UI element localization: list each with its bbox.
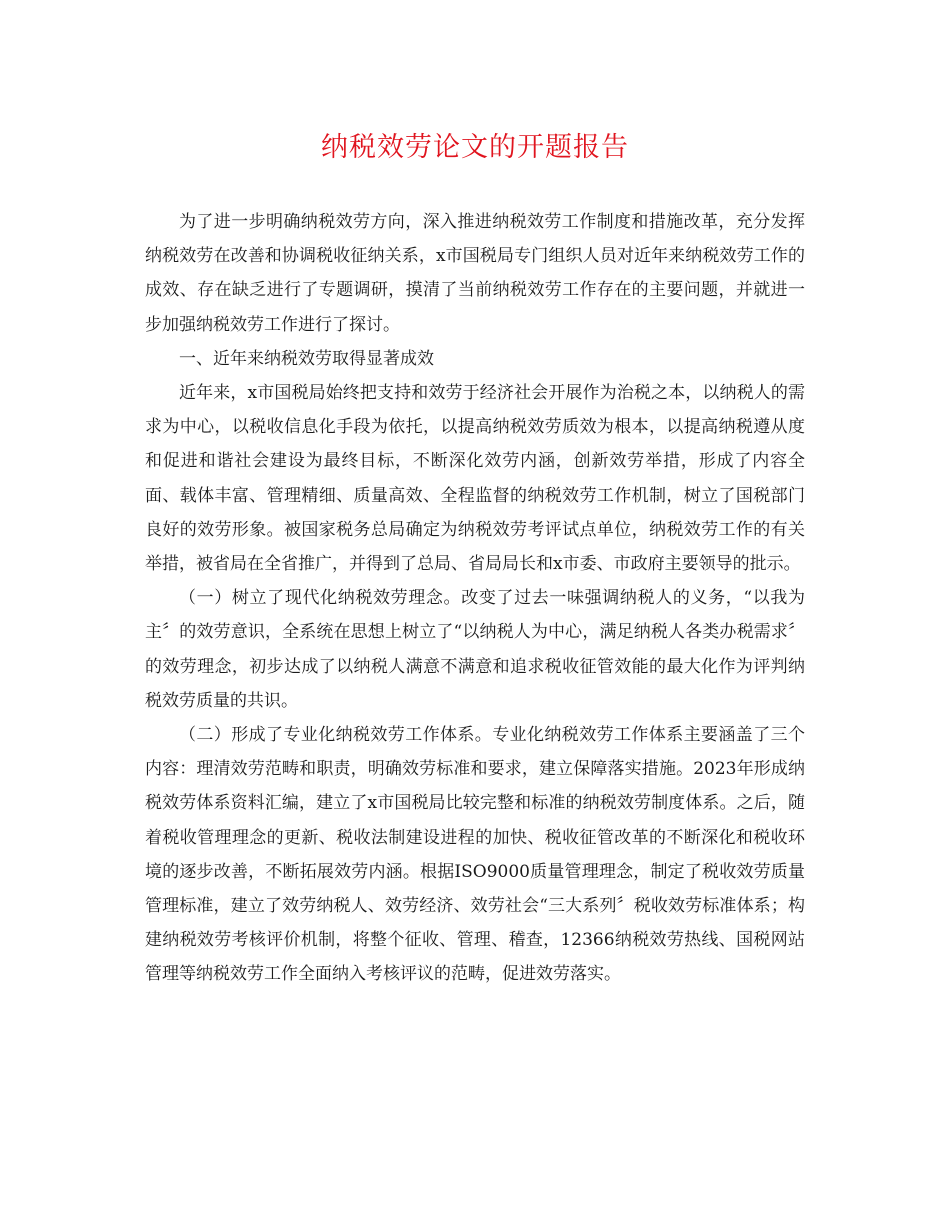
- paragraph-achievements: 近年来，x市国税局始终把支持和效劳于经济社会开展作为治税之本，以纳税人的需求为中心，以税收信息化手段为依托，以提高纳税效劳质效为根本，以提高纳税遵从度和促进和谐社会建设为最终目标，不断深化效劳内涵，创新效劳举措，形成了内容全面、载体丰富、管理精细、质量高效、全程监督的纳税效劳工作机制，树立了国税部门良好的效劳形象。被国家税务总局确定为纳税效劳考评试点单位，纳税效劳工作的有关举措，被省局在全省推广，并得到了总局、省局局长和x市委、市政府主要领导的批示。: [145, 383, 805, 575]
- document-body: [145, 205, 805, 992]
- document-title: 纳税效劳论文的开题报告: [321, 132, 629, 163]
- paragraph-intro: 为了进一步明确纳税效劳方向，深入推进纳税效劳工作制度和措施改革，充分发挥纳税效劳在改善和协调税收征纳关系，x市国税局专门组织人员对近年来纳税效劳工作的成效、存在缺乏进行了专题调研，摸清了当前纳税效劳工作存在的主要问题，并就进一步加强纳税效劳工作进行了探讨。: [145, 212, 805, 335]
- section-heading-1: 一、近年来纳税效劳取得显著成效: [179, 348, 434, 369]
- paragraph-subsection-1: （一）树立了现代化纳税效劳理念。改变了过去一味强调纳税人的义务，“以我为主〞的效劳意识，全系统在思想上树立了“以纳税人为中心，满足纳税人各类办税需求〞的效劳理念，初步达成了以纳税人满意不满意和追求税收征管效能的最大化作为评判纳税效劳质量的共识。: [145, 588, 805, 711]
- paragraph-subsection-2: （二）形成了专业化纳税效劳工作体系。专业化纳税效劳工作体系主要涵盖了三个内容：理清效劳范畴和职责，明确效劳标准和要求，建立保障落实措施。2023年形成纳税效劳体系资料汇编，建立了x市国税局比较完整和标准的纳税效劳制度体系。之后，随着税收管理理念的更新、税收法制建设进程的加快、税收征管改革的不断深化和税收环境的逐步改善，不断拓展效劳内涵。根据ISO9000质量管理理念，制定了税收效劳质量管理标准，建立了效劳纳税人、效劳经济、效劳社会“三大系列〞税收效劳标准体系；构建纳税效劳考核评价机制，将整个征收、管理、稽查，12366纳税效劳热线、国税网站管理等纳税效劳工作全面纳入考核评议的范畴，促进效劳落实。: [145, 725, 805, 985]
